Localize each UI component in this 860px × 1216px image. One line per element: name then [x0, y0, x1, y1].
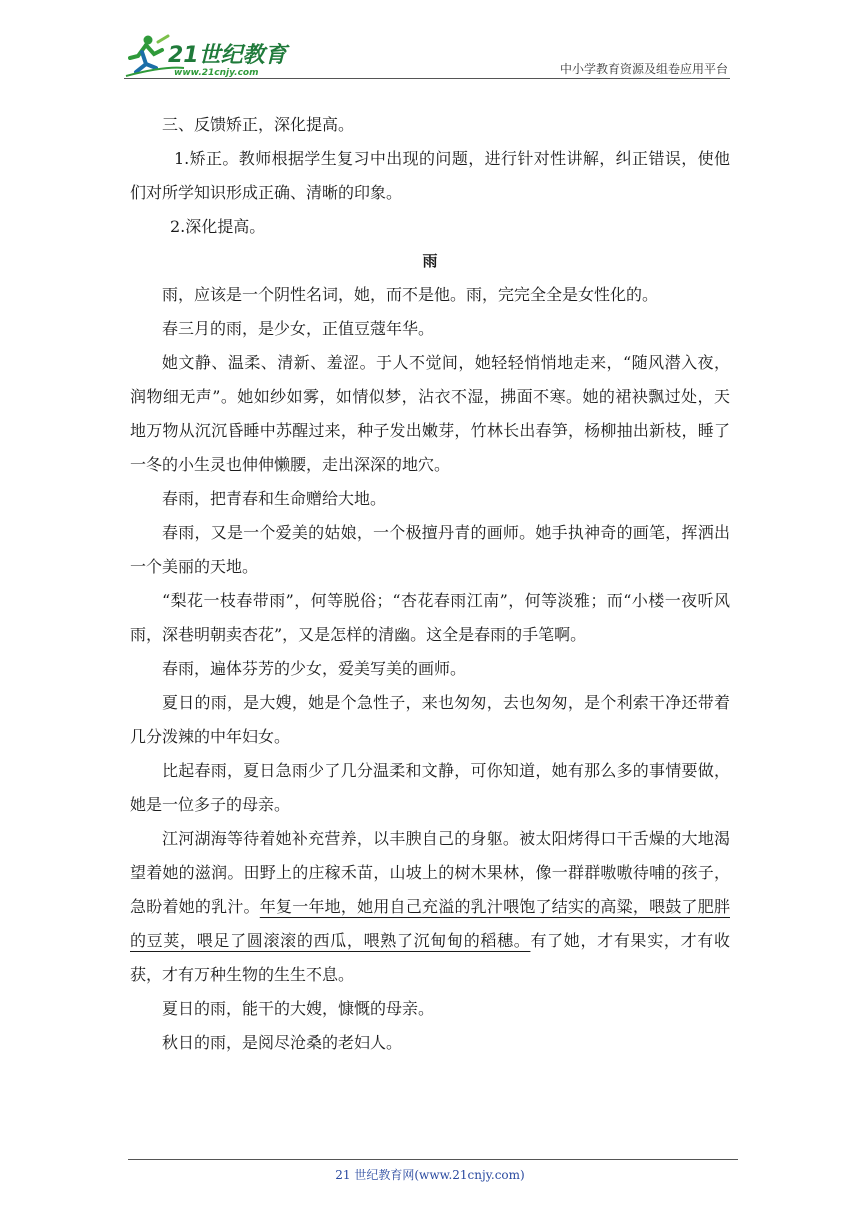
header-divider [124, 78, 730, 79]
essay-paragraph: 比起春雨，夏日急雨少了几分温柔和文静，可你知道，她有那么多的事情要做，她是一位多子的母亲。 [130, 761, 730, 814]
svg-text:21世纪教育: 21世纪教育 [168, 43, 287, 68]
essay-paragraph: “梨花一枝春带雨”，何等脱俗；“杏花春雨江南”，何等淡雅；而“小楼一夜听风雨，深巷明朝卖杏花”，又是怎样的清幽。这全是春雨的手笔啊。 [130, 591, 730, 644]
document-body [130, 108, 730, 1060]
header-platform-text: 中小学教育资源及组卷应用平台 [559, 62, 728, 76]
essay-paragraph: 秋日的雨，是阅尽沧桑的老妇人。 [162, 1033, 403, 1052]
page-header [124, 30, 728, 78]
step-1-correction: 1.矫正。教师根据学生复习中出现的问题，进行针对性讲解，纠正错误，使他们对所学知识形成正确、清晰的印象。 [130, 149, 730, 202]
essay-paragraph-underlined [130, 822, 730, 992]
essay-paragraph: 雨，应该是一个阴性名词，她，而不是他。雨，完完全全是女性化的。 [162, 285, 659, 304]
running-figure-logo-icon [124, 32, 294, 78]
essay-paragraph: 春雨，把青春和生命赠给大地。 [162, 489, 387, 508]
essay-paragraph: 春三月的雨，是少女，正值豆蔻年华。 [162, 319, 435, 338]
essay-title: 雨 [422, 252, 438, 270]
essay-paragraph: 她文静、温柔、清新、羞涩。于人不觉间，她轻轻悄悄地走来，“随风潜入夜，润物细无声”。她如纱如雾，如情似梦，沾衣不湿，拂面不寒。她的裙袂飘过处，天地万物从沉沉昏睡中苏醒过来，种子发出嫩芽，竹林长出春笋，杨柳抽出新枝，睡了一冬的小生灵也伸伸懒腰，走出深深的地穴。 [130, 353, 730, 474]
footer-divider [128, 1159, 738, 1160]
section-heading: 三、反馈矫正，深化提高。 [162, 115, 355, 134]
step-2-deepen: 2.深化提高。 [170, 217, 266, 236]
footer-site-text: 21 世纪教育网(www.21cnjy.com) [335, 1168, 525, 1182]
svg-text:www.21cnjy.com: www.21cnjy.com [174, 68, 259, 78]
paragraph-text-after: 有了她，才有果实，才有收获，才有万种生物的生生不息。 [130, 931, 730, 984]
essay-paragraph: 夏日的雨，能干的大嫂，慷慨的母亲。 [162, 999, 435, 1018]
essay-paragraph: 夏日的雨，是大嫂，她是个急性子，来也匆匆，去也匆匆，是个利索干净还带着几分泼辣的中年妇女。 [130, 693, 730, 746]
paragraph-text-before: 江河湖海等待着她补充营养，以丰腴自己的身躯。被太阳烤得口干舌燥的大地渴望着她的滋润。田野上的庄稼禾苗，山坡上的树木果林，像一群群嗷嗷待哺的孩子，急盼着她的乳汁。 [130, 829, 730, 916]
essay-paragraph: 春雨，又是一个爱美的姑娘，一个极擅丹青的画师。她手执神奇的画笔，挥洒出一个美丽的天地。 [130, 523, 730, 576]
logo [124, 32, 294, 78]
essay-paragraph: 春雨，遍体芬芳的少女，爱美写美的画师。 [162, 659, 467, 678]
underlined-sentence: 年复一年地，她用自己充溢的乳汁喂饱了结实的高粱，喂鼓了肥胖的豆荚，喂足了圆滚滚的西瓜，喂熟了沉甸甸的稻穗。 [130, 897, 730, 950]
